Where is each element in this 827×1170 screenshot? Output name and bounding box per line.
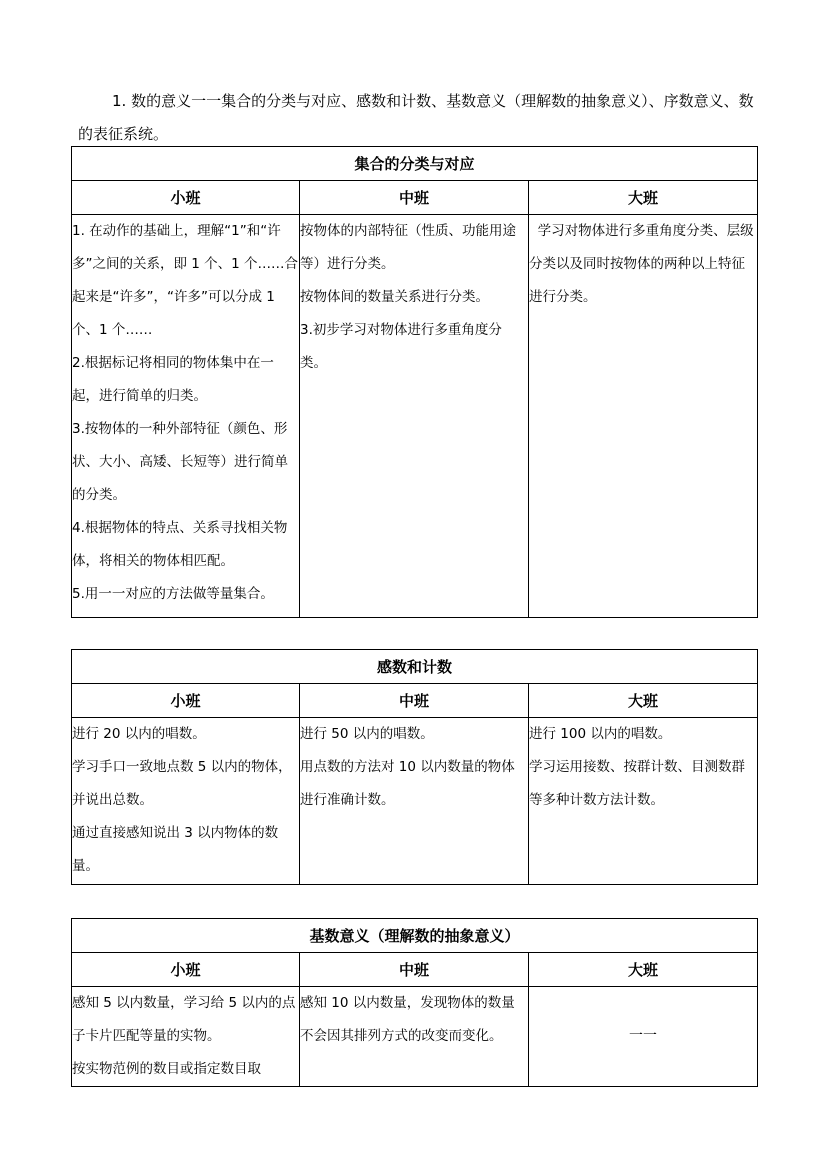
cell-small xyxy=(72,718,300,885)
table-title: 集合的分类与对应 xyxy=(72,147,758,181)
cell-line: 进行 100 以内的唱数。 xyxy=(529,726,672,742)
col-header-small: 小班 xyxy=(72,953,300,987)
cell-line: 进行 20 以内的唱数。 xyxy=(72,726,206,742)
table-cardinal-meaning xyxy=(71,918,758,1087)
cell-line: 通过直接感知说出 3 以内物体的数量。 xyxy=(72,825,279,874)
cell-middle xyxy=(300,718,529,885)
col-header-middle: 中班 xyxy=(300,953,529,987)
cell-line: 学习对物体进行多重角度分类、层级分类以及同时按物体的两种以上特征进行分类。 xyxy=(529,223,754,305)
col-header-large: 大班 xyxy=(529,953,758,987)
col-header-large: 大班 xyxy=(529,684,758,718)
cell-small xyxy=(72,215,300,618)
col-header-large: 大班 xyxy=(529,181,758,215)
cell-line: 感知 5 以内数量，学习给 5 以内的点子卡片匹配等量的实物。 xyxy=(72,995,296,1044)
cell-line: 3.初步学习对物体进行多重角度分类。 xyxy=(300,322,502,371)
cell-line: 感知 10 以内数量，发现物体的数量不会因其排列方式的改变而变化。 xyxy=(300,995,515,1044)
table-title: 基数意义（理解数的抽象意义） xyxy=(72,919,758,953)
cell-line: 按物体的内部特征（性质、功能用途等）进行分类。 xyxy=(300,223,516,272)
cell-line: 进行 50 以内的唱数。 xyxy=(300,726,434,742)
cell-line: 按物体间的数量关系进行分类。 xyxy=(300,289,489,305)
cell-small xyxy=(72,987,300,1087)
cell-line: 学习运用接数、按群计数、目测数群等多种计数方法计数。 xyxy=(529,759,745,808)
cell-line: 3.按物体的一种外部特征（颜色、形状、大小、高矮、长短等）进行简单的分类。 xyxy=(72,421,288,503)
col-header-middle: 中班 xyxy=(300,684,529,718)
cell-middle xyxy=(300,215,529,618)
intro-paragraph: 1. 数的意义一一集合的分类与对应、感数和计数、基数意义（理解数的抽象意义）、序数意义、数的表征系统。 xyxy=(78,92,754,143)
table-set-classification xyxy=(71,146,758,618)
cell-line: 4.根据物体的特点、关系寻找相关物体，将相关的物体相匹配。 xyxy=(72,520,288,569)
cell-line: 按实物范例的数目或指定数目取 xyxy=(72,1061,261,1077)
cell-line: 1. 在动作的基础上，理解“1”和“许多”之间的关系，即 1 个、1 个……合起来是“许多”，“许多”可以分成 1 个、1 个…… xyxy=(72,223,299,338)
cell-large: 一一 xyxy=(529,987,758,1087)
cell-line: 用点数的方法对 10 以内数量的物体进行准确计数。 xyxy=(300,759,515,808)
cell-large xyxy=(529,718,758,885)
col-header-small: 小班 xyxy=(72,181,300,215)
table-title: 感数和计数 xyxy=(72,650,758,684)
cell-line: 2.根据标记将相同的物体集中在一起，进行简单的归类。 xyxy=(72,355,274,404)
col-header-middle: 中班 xyxy=(300,181,529,215)
col-header-small: 小班 xyxy=(72,684,300,718)
cell-middle xyxy=(300,987,529,1087)
table-counting xyxy=(71,649,758,885)
cell-large xyxy=(529,215,758,618)
cell-line: 学习手口一致地点数 5 以内的物体，并说出总数。 xyxy=(72,759,292,808)
cell-line: 5.用一一对应的方法做等量集合。 xyxy=(72,586,274,602)
